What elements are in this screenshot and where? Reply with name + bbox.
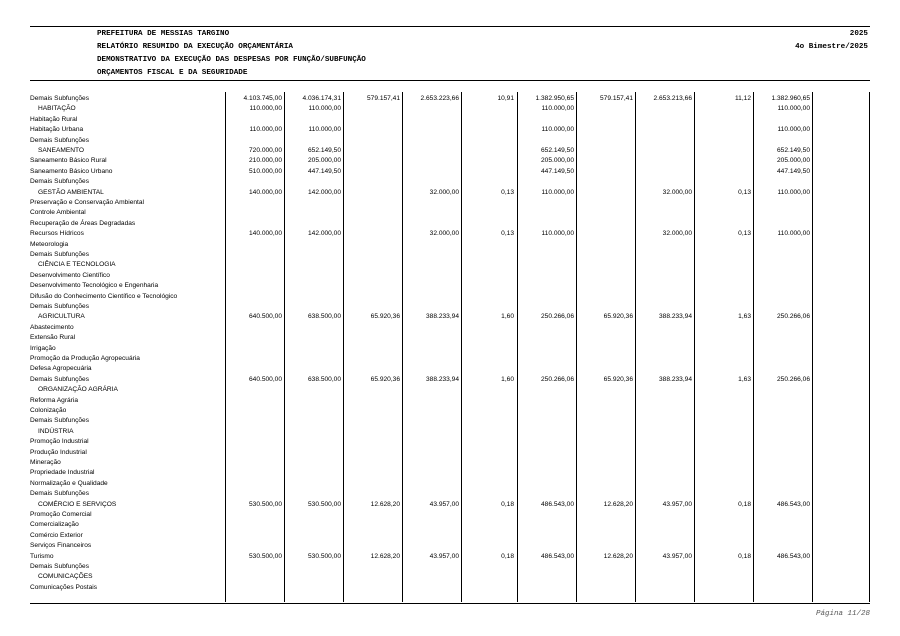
page-number: Página 11/28 xyxy=(815,610,870,618)
table-row xyxy=(0,125,900,135)
function-label: GESTÃO AMBIENTAL xyxy=(38,188,104,196)
table-cell: 530.500,00 xyxy=(307,500,341,508)
table-row xyxy=(0,271,900,281)
table-row xyxy=(0,396,900,406)
table-cell: 652.149,50 xyxy=(540,147,574,154)
table-cell: 10,91 xyxy=(497,95,514,102)
table-cell: 388.233,94 xyxy=(425,313,459,321)
table-cell: 388.233,94 xyxy=(425,375,459,383)
table-row xyxy=(0,531,900,541)
subfunction-label: Recursos Hídricos xyxy=(30,230,84,238)
table-row xyxy=(0,240,900,250)
table-row xyxy=(0,302,900,312)
header-year: 2025 xyxy=(849,30,868,38)
table-cell: 110.000,00 xyxy=(777,105,810,113)
table-cell: 4.036.174,31 xyxy=(302,95,341,102)
table-row xyxy=(0,583,900,593)
table-cell: 486.543,00 xyxy=(776,500,810,508)
table-row xyxy=(0,94,900,104)
table-cell: 205.000,00 xyxy=(776,157,810,165)
table-cell: 110.000,00 xyxy=(777,188,810,196)
table-row xyxy=(0,344,900,354)
table-cell: 1,63 xyxy=(738,375,751,383)
table-cell: 12.628,20 xyxy=(370,552,400,560)
header-line-municipality: PREFEITURA DE MESSIAS TARGINO xyxy=(97,30,230,38)
table-row xyxy=(0,385,900,395)
table-row xyxy=(0,333,900,343)
subfunction-label: Produção Industrial xyxy=(30,448,87,456)
table-row xyxy=(0,323,900,333)
table-cell: 530.500,00 xyxy=(307,552,341,560)
subfunction-label: Promoção Comercial xyxy=(30,511,92,518)
table-cell: 110.000,00 xyxy=(308,126,341,134)
table-cell: 250.266,06 xyxy=(776,375,810,383)
table-row xyxy=(0,437,900,447)
subfunction-label: Reforma Agrária xyxy=(30,396,79,404)
table-row xyxy=(0,177,900,187)
table-cell: 142.000,00 xyxy=(307,230,341,238)
table-row xyxy=(0,156,900,166)
table-row xyxy=(0,427,900,437)
table-cell: 486.543,00 xyxy=(540,500,574,508)
table-cell: 510.000,00 xyxy=(248,167,282,175)
table-row xyxy=(0,136,900,146)
subfunction-label: Propriedade Industrial xyxy=(30,469,95,477)
table-row xyxy=(0,520,900,530)
table-row xyxy=(0,541,900,551)
table-cell: 140.000,00 xyxy=(248,188,282,196)
subfunction-label: Demais Subfunções xyxy=(30,303,90,310)
table-cell: 11,12 xyxy=(734,95,751,102)
top-rule xyxy=(30,26,870,27)
table-cell: 486.543,00 xyxy=(776,552,810,560)
table-cell: 250.266,06 xyxy=(776,313,810,321)
table-cell: 638.500,00 xyxy=(307,313,341,321)
table-cell: 32.000,00 xyxy=(429,188,459,196)
table-cell: 205.000,00 xyxy=(540,157,574,165)
table-cell: 110.000,00 xyxy=(249,105,282,113)
table-row xyxy=(0,572,900,582)
table-cell: 0,13 xyxy=(738,188,751,196)
table-row xyxy=(0,416,900,426)
subfunction-label: Promoção da Produção Agropecuária xyxy=(30,355,140,362)
subfunction-label: Promoção Industrial xyxy=(30,438,89,446)
table-cell: 12.628,20 xyxy=(370,500,400,508)
subfunction-label: Normalização e Qualidade xyxy=(30,479,108,487)
table-cell: 2.653.213,66 xyxy=(653,95,692,102)
table-cell: 447.149,50 xyxy=(307,167,341,175)
table-cell: 640.500,00 xyxy=(248,313,282,321)
function-label: ORGANIZAÇÃO AGRÁRIA xyxy=(38,386,118,394)
subfunction-label: Difusão do Conhecimento Científico e Tecnológico xyxy=(30,292,178,300)
header-line-report: RELATÓRIO RESUMIDO DA EXECUÇÃO ORÇAMENTÁRIA xyxy=(97,43,293,51)
table-cell: 12.628,20 xyxy=(603,552,633,560)
table-cell: 110.000,00 xyxy=(541,126,574,134)
table-cell: 12.628,20 xyxy=(603,500,633,508)
table-cell: 205.000,00 xyxy=(307,157,341,165)
table-cell: 652.149,50 xyxy=(307,147,341,154)
subfunction-label: Demais Subfunções xyxy=(30,490,90,498)
function-label: COMUNICAÇÕES xyxy=(38,573,93,581)
table-cell: 652.149,50 xyxy=(776,147,810,154)
table-cell: 110.000,00 xyxy=(541,105,574,113)
header-rule xyxy=(30,80,870,81)
subfunction-label: Controle Ambiental xyxy=(30,209,86,217)
table-cell: 250.266,06 xyxy=(540,313,574,321)
table-cell: 65.920,36 xyxy=(370,313,400,321)
table-cell: 4.103.745,00 xyxy=(243,95,282,102)
table-cell: 0,18 xyxy=(501,552,514,560)
table-row xyxy=(0,552,900,562)
table-cell: 110.000,00 xyxy=(541,188,574,196)
table-cell: 250.266,06 xyxy=(540,375,574,383)
subfunction-label: Demais Subfunções xyxy=(30,375,90,383)
table-cell: 43.957,00 xyxy=(662,500,692,508)
subfunction-label: Meteorologia xyxy=(30,240,69,248)
table-row xyxy=(0,375,900,385)
table-cell: 579.157,41 xyxy=(366,95,400,102)
table-cell: 32.000,00 xyxy=(662,230,692,238)
table-row xyxy=(0,292,900,302)
subfunction-label: Preservação e Conservação Ambiental xyxy=(30,199,144,206)
table-cell: 110.000,00 xyxy=(541,230,574,238)
function-label: INDÚSTRIA xyxy=(38,427,74,435)
subfunction-label: Saneamento Básico Urbano xyxy=(30,167,113,175)
subfunction-label: Abastecimento xyxy=(30,323,74,331)
table-cell: 110.000,00 xyxy=(249,126,282,134)
table-row xyxy=(0,489,900,499)
table-row xyxy=(0,479,900,489)
table-cell: 2.653.223,66 xyxy=(420,95,459,102)
header-line-statement: DEMONSTRATIVO DA EXECUÇÃO DAS DESPESAS POR FUNÇÃO/SUBFUNÇÃO xyxy=(97,56,366,64)
table-row xyxy=(0,406,900,416)
subfunction-label: Demais Subfunções xyxy=(30,563,90,570)
table-cell: 32.000,00 xyxy=(429,230,459,238)
table-row xyxy=(0,364,900,374)
subfunction-label: Demais Subfunções xyxy=(30,251,90,258)
table-row xyxy=(0,458,900,468)
subfunction-label: Comercialização xyxy=(30,521,79,529)
table-cell: 447.149,50 xyxy=(776,167,810,175)
table-cell: 579.157,41 xyxy=(599,95,633,102)
table-cell: 140.000,00 xyxy=(248,230,282,238)
table-cell: 110.000,00 xyxy=(308,105,341,113)
table-row xyxy=(0,104,900,114)
table-cell: 43.957,00 xyxy=(429,552,459,560)
function-label: CIÊNCIA E TECNOLOGIA xyxy=(38,261,116,269)
subfunction-label: Turismo xyxy=(30,552,54,560)
table-row xyxy=(0,448,900,458)
subfunction-label: Demais Subfunções xyxy=(30,417,90,425)
table-cell: 0,13 xyxy=(738,230,751,238)
table-row xyxy=(0,562,900,572)
table-cell: 65.920,36 xyxy=(370,375,400,383)
table-cell: 43.957,00 xyxy=(662,552,692,560)
subfunction-label: Habitação Urbana xyxy=(30,126,84,134)
table-cell: 388.233,94 xyxy=(658,375,692,383)
table-cell: 1.382.950,65 xyxy=(535,95,574,102)
subfunction-label: Saneamento Básico Rural xyxy=(30,157,107,165)
table-cell: 530.500,00 xyxy=(248,552,282,560)
table-row xyxy=(0,208,900,218)
table-row xyxy=(0,250,900,260)
table-row xyxy=(0,198,900,208)
table-row xyxy=(0,146,900,156)
subfunction-label: Desenvolvimento Científico xyxy=(30,271,110,279)
table-cell: 65.920,36 xyxy=(603,375,633,383)
table-cell: 0,18 xyxy=(738,552,751,560)
table-cell: 638.500,00 xyxy=(307,375,341,383)
function-label: HABITAÇÃO xyxy=(38,105,76,113)
table-cell: 388.233,94 xyxy=(658,313,692,321)
subfunction-label: Recuperação de Áreas Degradadas xyxy=(30,219,136,227)
table-cell: 110.000,00 xyxy=(777,126,810,134)
function-label: SANEAMENTO xyxy=(38,147,85,154)
subfunction-label: Comércio Exterior xyxy=(30,531,83,539)
table-row xyxy=(0,510,900,520)
table-row xyxy=(0,468,900,478)
table-cell: 640.500,00 xyxy=(248,375,282,383)
table-row xyxy=(0,167,900,177)
subfunction-label: Habitação Rural xyxy=(30,115,78,123)
bottom-rule xyxy=(30,603,870,604)
table-cell: 32.000,00 xyxy=(662,188,692,196)
subfunction-label: Irrigação xyxy=(30,344,56,352)
header-line-budgets: ORÇAMENTOS FISCAL E DA SEGURIDADE xyxy=(97,69,248,77)
table-cell: 1,63 xyxy=(738,313,751,321)
subfunction-label: Serviços Financeiros xyxy=(30,542,92,550)
subfunction-label: Comunicações Postais xyxy=(30,583,98,591)
table-row xyxy=(0,312,900,322)
table-cell: 110.000,00 xyxy=(777,230,810,238)
table-row xyxy=(0,188,900,198)
subfunction-label: Demais Subfunções xyxy=(30,95,90,102)
table-cell: 0,18 xyxy=(738,500,751,508)
table-cell: 142.000,00 xyxy=(307,188,341,196)
table-cell: 0,13 xyxy=(501,230,514,238)
table-row xyxy=(0,260,900,270)
table-row xyxy=(0,229,900,239)
table-cell: 0,18 xyxy=(501,500,514,508)
subfunction-label: Demais Subfunções xyxy=(30,136,90,144)
table-row xyxy=(0,115,900,125)
function-label: AGRICULTURA xyxy=(38,313,85,321)
table-cell: 530.500,00 xyxy=(248,500,282,508)
header-period: 4o Bimestre/2025 xyxy=(795,43,868,51)
table-row xyxy=(0,354,900,364)
table-cell: 486.543,00 xyxy=(540,552,574,560)
subfunction-label: Extensão Rural xyxy=(30,334,76,342)
subfunction-label: Mineração xyxy=(30,459,61,466)
table-row xyxy=(0,219,900,229)
subfunction-label: Defesa Agropecuária xyxy=(30,365,92,373)
table-cell: 65.920,36 xyxy=(603,313,633,321)
subfunction-label: Demais Subfunções xyxy=(30,178,90,186)
subfunction-label: Colonização xyxy=(30,407,67,414)
table-cell: 1.382.960,65 xyxy=(771,95,810,102)
table-cell: 1,60 xyxy=(501,375,514,383)
subfunction-label: Desenvolvimento Tecnológico e Engenharia xyxy=(30,282,159,290)
table-row xyxy=(0,281,900,291)
table-cell: 43.957,00 xyxy=(429,500,459,508)
table-cell: 720.000,00 xyxy=(248,147,282,154)
table-cell: 1,60 xyxy=(501,313,514,321)
table-cell: 447.149,50 xyxy=(540,167,574,175)
table-cell: 210.000,00 xyxy=(248,157,282,165)
table-row xyxy=(0,500,900,510)
table-cell: 0,13 xyxy=(501,188,514,196)
function-label: COMÉRCIO E SERVIÇOS xyxy=(38,500,117,508)
